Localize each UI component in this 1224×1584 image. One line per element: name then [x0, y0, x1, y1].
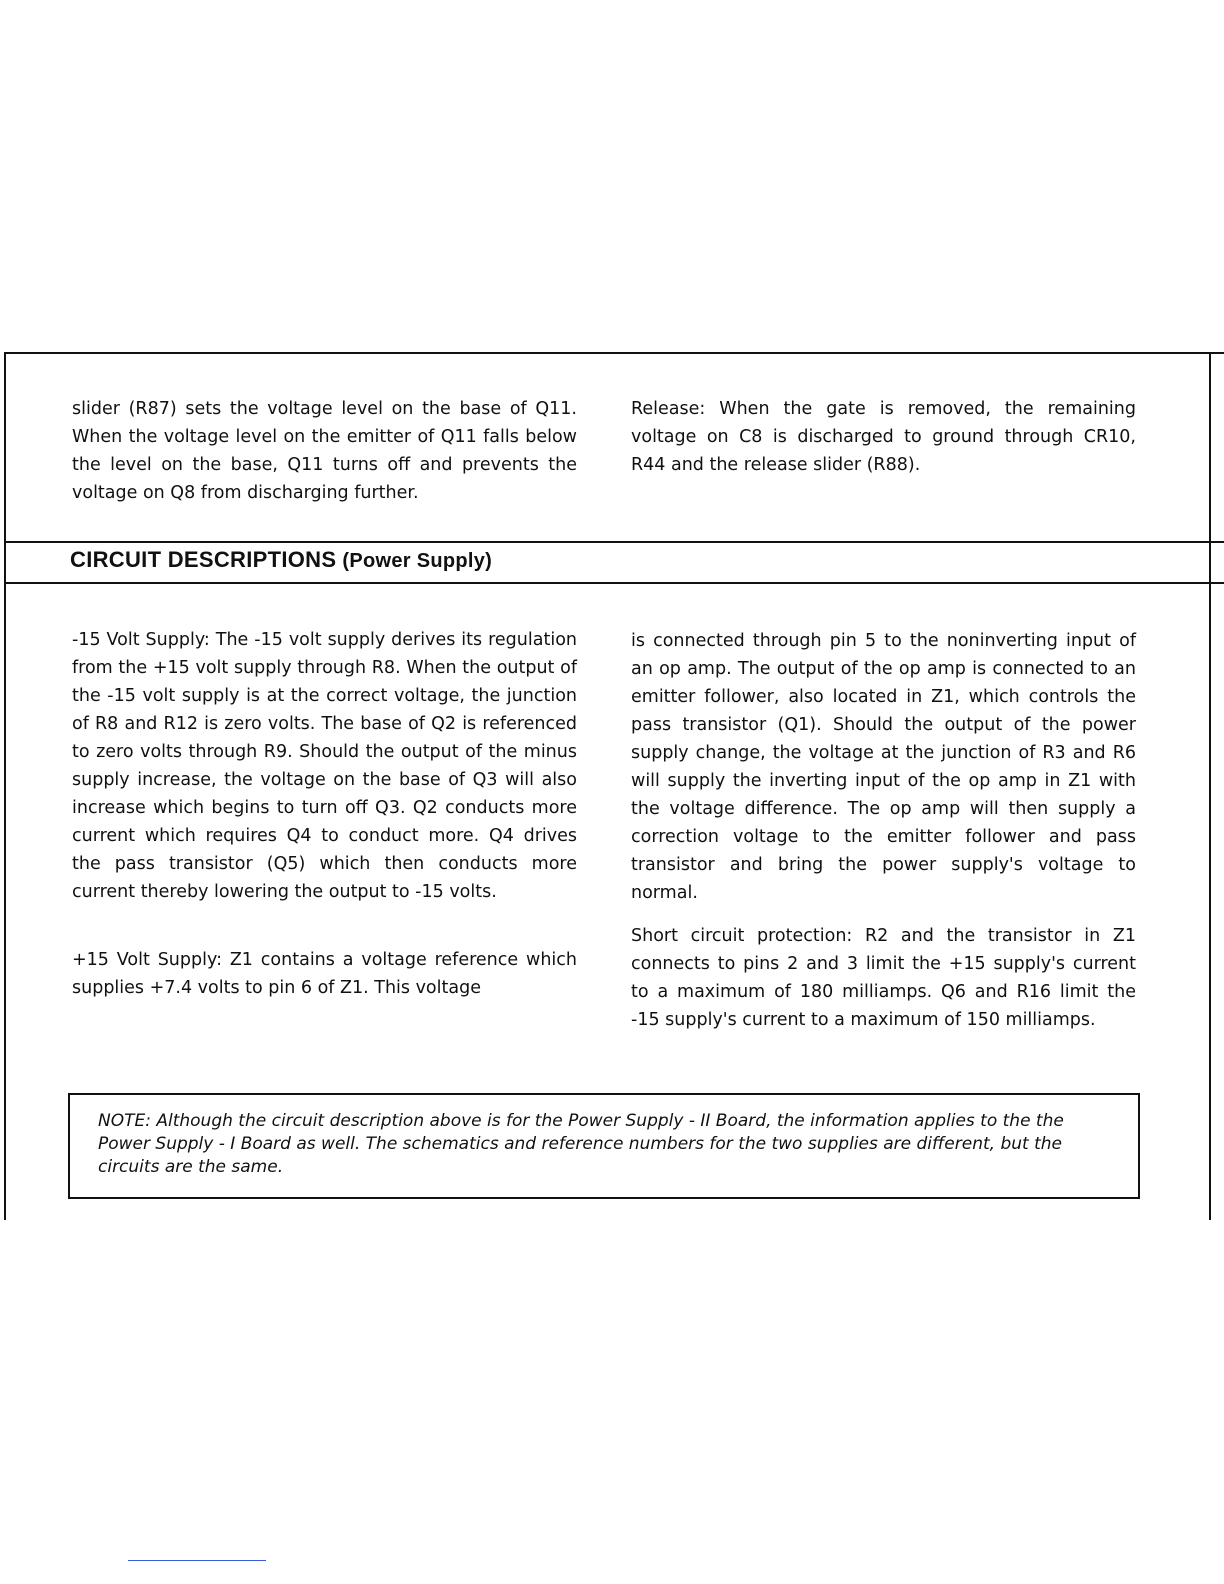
top-left-paragraph [72, 395, 577, 507]
right-column [631, 627, 1136, 1034]
right-frame-edge [1209, 352, 1211, 1220]
note-text: NOTE: Although the circuit description above is for the Power Supply - II Board, the information applies to the the Power Supply - I Board as well. The schematics and reference numbers for the two supplies are different, but the circuits are the same. [98, 1111, 1064, 1177]
top-left-text: slider (R87) sets the voltage level on the base of Q11. When the voltage level on the emitter of Q11 falls below the level on the base, Q11 turns off and prevents the voltage on Q8 from discharging further. [72, 399, 577, 503]
heading-top-rule [4, 541, 1224, 543]
op-amp-paragraph: is connected through pin 5 to the noninverting input of an op amp. The output of the op amp is connected to an emitter follower, also located in Z1, which controls the pass transistor (Q1). Should the output of the power supply change, the voltage at the junction of R3 and R6 will supply the inverting input of the op amp in Z1 with the voltage difference. The op amp will then supply a correction voltage to the emitter follower and pass transistor and bring the power supply's voltage to normal. [631, 631, 1136, 903]
note-box [68, 1093, 1140, 1199]
heading-bottom-rule [4, 582, 1224, 584]
top-frame-rule [4, 352, 1224, 354]
left-frame-edge [4, 352, 6, 1220]
short-circuit-protection-paragraph: Short circuit protection: R2 and the transistor in Z1 connects to pins 2 and 3 limit the +15 supply's current to a maximum of 180 milliamps. Q6 and R16 limit the -15 supply's current to a maximum of 150 milliamps. [631, 926, 1136, 1030]
top-right-text: Release: When the gate is removed, the remaining voltage on C8 is discharged to ground through CR10, R44 and the release slider (R88). [631, 399, 1136, 475]
section-heading-subtitle: (Power Supply) [342, 550, 493, 572]
plus-15-volt-supply-paragraph: +15 Volt Supply: Z1 contains a voltage reference which supplies +7.4 volts to pin 6 of Z1. This voltage [72, 950, 577, 998]
section-heading-title: CIRCUIT DESCRIPTIONS [70, 547, 337, 572]
top-right-paragraph [631, 395, 1136, 479]
minus-15-volt-supply-paragraph: -15 Volt Supply: The -15 volt supply derives its regulation from the +15 volt supply through R8. When the output of the -15 volt supply is at the correct voltage, the junction of R8 and R12 is zero volts. The base of Q2 is referenced to zero volts through R9. Should the output of the minus supply increase, the voltage on the base of Q3 will also increase which begins to turn off Q3. Q2 conducts more current which requires Q4 to conduct more. Q4 drives the pass transistor (Q5) which then conducts more current thereby lowering the output to -15 volts. [72, 630, 577, 902]
left-column [72, 626, 577, 1002]
section-heading [70, 547, 492, 573]
footnote-divider [128, 1560, 266, 1561]
